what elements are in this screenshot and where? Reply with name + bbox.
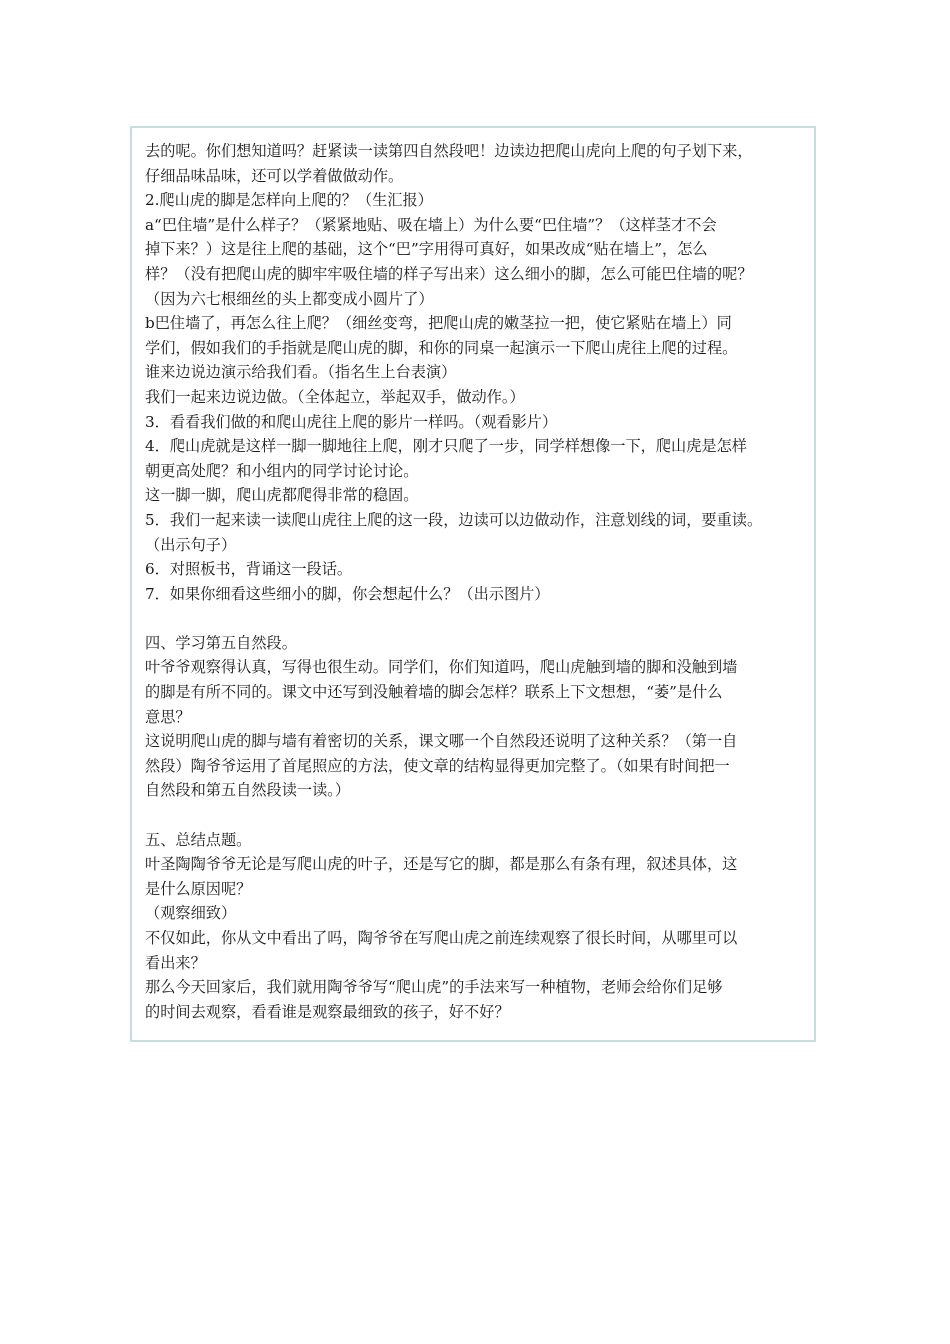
text-line: b巴住墙了，再怎么往上爬？（细丝变弯，把爬山虎的嫩茎拉一把，使它紧贴在墙上）同 — [145, 314, 732, 333]
text-line: 然段）陶爷爷运用了首尾照应的方法，使文章的结构显得更加完整了。（如果有时间把一 — [145, 756, 730, 775]
text-line: 仔细品味品味，还可以学着做做动作。 — [145, 166, 404, 185]
text-line: 5．我们一起来读一读爬山虎往上爬的这一段，边读可以边做动作，注意划线的词，要重读。 — [145, 510, 763, 529]
text-line: 7．如果你细看这些细小的脚，你会想起什么？（出示图片） — [145, 584, 550, 603]
text-line: （因为六七根细丝的头上都变成小圆片了） — [145, 289, 434, 308]
text-line: 3．看看我们做的和爬山虎往上爬的影片一样吗。（观看影片） — [145, 412, 558, 431]
text-line: 4．爬山虎就是这样一脚一脚地往上爬，刚才只爬了一步，同学样想像一下，爬山虎是怎样 — [145, 437, 747, 456]
blank-line — [145, 606, 814, 631]
text-line: 这一脚一脚，爬山虎都爬得非常的稳固。 — [145, 486, 419, 505]
text-line: 不仅如此，你从文中看出了吗，陶爷爷在写爬山虎之前连续观察了很长时间，从哪里可以 — [145, 929, 738, 947]
text-line: 叶圣陶陶爷爷无论是写爬山虎的叶子，还是写它的脚，都是那么有条有理，叙述具体，这 — [145, 855, 738, 874]
text-line: 朝更高处爬？和小组内的同学讨论讨论。 — [145, 461, 419, 480]
text-line: 意思？ — [145, 707, 191, 726]
text-line: 自然段和第五自然段读一读。） — [145, 781, 351, 800]
text-line: 看出来？ — [145, 953, 206, 972]
lesson-text-box — [130, 126, 816, 1042]
text-line: 样？（没有把爬山虎的脚牢牢吸住墙的样子写出来）这么细小的脚，怎么可能巴住墙的呢？ — [145, 264, 753, 283]
text-line: 叶爷爷观察得认真，写得也很生动。同学们，你们知道吗，爬山虎触到墙的脚和没触到墙 — [145, 658, 738, 677]
text-line: （观察细致） — [145, 904, 237, 923]
text-line: 学们，假如我们的手指就是爬山虎的脚，和你的同桌一起演示一下爬山虎往上爬的过程。 — [145, 338, 738, 357]
text-line: 6．对照板书，背诵这一段话。 — [145, 560, 353, 579]
text-line: （出示句子） — [145, 535, 237, 554]
text-line: 2.爬山虎的脚是怎样向上爬的？（生汇报） — [145, 191, 433, 210]
text-line: 谁来边说边演示给我们看。（指名生上台表演） — [145, 363, 457, 382]
text-line: 掉下来？）这是往上爬的基础，这个“巴”字用得可真好，如果改成“贴在墙上”，怎么 — [145, 240, 708, 259]
text-line: 的脚是有所不同的。课文中还写到没触着墙的脚会怎样？联系上下文想想，“萎”是什么 — [145, 683, 723, 702]
text-line: 是什么原因呢？ — [145, 879, 252, 898]
text-line: 我们一起来边说边做。（全体起立，举起双手，做动作。） — [145, 387, 525, 406]
text-line: 的时间去观察，看看谁是观察最细致的孩子，好不好？ — [145, 1002, 510, 1021]
text-line: 去的呢。你们想知道吗？赶紧读一读第四自然段吧！边读边把爬山虎向上爬的句子划下来， — [145, 142, 753, 160]
text-line: 那么今天回家后，我们就用陶爷爷写“爬山虎”的手法来写一种植物，老师会给你们足够 — [145, 978, 723, 997]
text-line: 这说明爬山虎的脚与墙有着密切的关系，课文哪一个自然段还说明了这种关系？（第一自 — [145, 732, 738, 751]
text-line: a“巴住墙”是什么样子？（紧紧地贴、吸在墙上）为什么要“巴住墙”？（这样茎才不会 — [145, 215, 717, 234]
text-line: 五、总结点题。 — [145, 830, 252, 849]
text-line: 四、学习第五自然段。 — [145, 633, 297, 652]
blank-line — [145, 803, 814, 828]
